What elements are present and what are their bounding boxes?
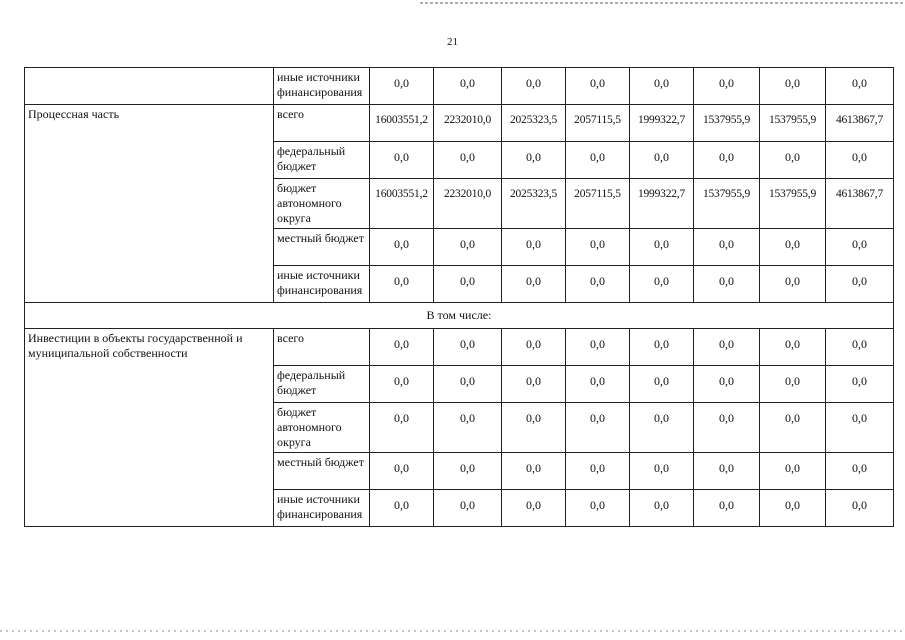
value-cell: 16003551,2: [370, 105, 434, 142]
value-cell: 0,0: [502, 403, 566, 453]
value-cell: 0,0: [694, 68, 760, 105]
funding-table-body: [25, 68, 894, 527]
value-cell: 0,0: [434, 68, 502, 105]
value-cell: 0,0: [826, 329, 894, 366]
value-cell: 0,0: [826, 453, 894, 490]
value-cell: 0,0: [370, 403, 434, 453]
table-row: [25, 329, 894, 366]
value-cell: 0,0: [370, 68, 434, 105]
section-title-first: [25, 68, 274, 105]
scan-artifact-top: [420, 2, 905, 4]
funding-source-cell: федеральный бюджет: [274, 366, 370, 403]
value-cell: 0,0: [760, 403, 826, 453]
value-cell: 0,0: [760, 366, 826, 403]
value-cell: 0,0: [760, 142, 826, 179]
value-cell: 4613867,7: [826, 179, 894, 229]
funding-source-cell: иные источники финансирования: [274, 266, 370, 303]
funding-source-cell: федеральный бюджет: [274, 142, 370, 179]
value-cell: 0,0: [630, 266, 694, 303]
value-cell: 0,0: [370, 453, 434, 490]
value-cell: 16003551,2: [370, 179, 434, 229]
value-cell: 0,0: [502, 490, 566, 527]
value-cell: 0,0: [630, 142, 694, 179]
value-cell: 0,0: [630, 490, 694, 527]
table-row: [25, 105, 894, 142]
value-cell: 2232010,0: [434, 179, 502, 229]
value-cell: 0,0: [566, 142, 630, 179]
value-cell: 0,0: [630, 68, 694, 105]
value-cell: 2057115,5: [566, 105, 630, 142]
value-cell: 1537955,9: [760, 105, 826, 142]
value-cell: 0,0: [694, 229, 760, 266]
value-cell: 1537955,9: [694, 179, 760, 229]
value-cell: 0,0: [434, 142, 502, 179]
value-cell: 0,0: [826, 403, 894, 453]
value-cell: 0,0: [566, 329, 630, 366]
value-cell: 0,0: [826, 229, 894, 266]
subheader-cell: В том числе:: [25, 303, 894, 329]
value-cell: 0,0: [826, 266, 894, 303]
scan-artifact-bottom: [0, 630, 905, 632]
section-title-investments: Инвестиции в объекты государственной и муниципальной собственности: [25, 329, 274, 527]
value-cell: 0,0: [434, 329, 502, 366]
value-cell: 1999322,7: [630, 105, 694, 142]
value-cell: 0,0: [760, 490, 826, 527]
value-cell: 0,0: [694, 490, 760, 527]
value-cell: 0,0: [760, 229, 826, 266]
value-cell: 0,0: [566, 229, 630, 266]
value-cell: 0,0: [566, 403, 630, 453]
value-cell: 0,0: [694, 266, 760, 303]
value-cell: 0,0: [370, 229, 434, 266]
value-cell: 0,0: [760, 68, 826, 105]
value-cell: 0,0: [826, 142, 894, 179]
value-cell: 0,0: [694, 329, 760, 366]
value-cell: 0,0: [566, 490, 630, 527]
funding-source-cell: бюджет автономного округа: [274, 403, 370, 453]
value-cell: 0,0: [694, 366, 760, 403]
value-cell: 0,0: [630, 329, 694, 366]
value-cell: 0,0: [566, 68, 630, 105]
value-cell: 0,0: [502, 366, 566, 403]
value-cell: 0,0: [760, 453, 826, 490]
value-cell: 0,0: [826, 68, 894, 105]
value-cell: 0,0: [370, 266, 434, 303]
value-cell: 0,0: [434, 403, 502, 453]
value-cell: 0,0: [370, 329, 434, 366]
value-cell: 0,0: [434, 453, 502, 490]
value-cell: 0,0: [502, 329, 566, 366]
value-cell: 0,0: [434, 490, 502, 527]
value-cell: 0,0: [826, 366, 894, 403]
value-cell: 0,0: [694, 403, 760, 453]
funding-source-cell: всего: [274, 329, 370, 366]
value-cell: 2025323,5: [502, 105, 566, 142]
value-cell: 1537955,9: [760, 179, 826, 229]
value-cell: 0,0: [370, 366, 434, 403]
funding-source-cell: бюджет автономного округа: [274, 179, 370, 229]
value-cell: 0,0: [630, 229, 694, 266]
funding-source-cell: всего: [274, 105, 370, 142]
value-cell: 2232010,0: [434, 105, 502, 142]
value-cell: 0,0: [826, 490, 894, 527]
value-cell: 2025323,5: [502, 179, 566, 229]
funding-source-cell: местный бюджет: [274, 453, 370, 490]
value-cell: 1999322,7: [630, 179, 694, 229]
value-cell: 0,0: [434, 266, 502, 303]
value-cell: 2057115,5: [566, 179, 630, 229]
value-cell: 0,0: [566, 266, 630, 303]
subheader-row: [25, 303, 894, 329]
value-cell: 0,0: [434, 229, 502, 266]
table-row: [25, 68, 894, 105]
value-cell: 0,0: [502, 266, 566, 303]
value-cell: 0,0: [502, 229, 566, 266]
value-cell: 4613867,7: [826, 105, 894, 142]
funding-source-cell: иные источники финансирования: [274, 490, 370, 527]
value-cell: 0,0: [502, 453, 566, 490]
value-cell: 0,0: [630, 453, 694, 490]
funding-source-cell: местный бюджет: [274, 229, 370, 266]
value-cell: 0,0: [566, 366, 630, 403]
page-number: 21: [447, 36, 458, 48]
funding-source-cell: иные источники финансирования: [274, 68, 370, 105]
value-cell: 0,0: [630, 366, 694, 403]
value-cell: 0,0: [566, 453, 630, 490]
value-cell: 0,0: [370, 142, 434, 179]
value-cell: 0,0: [694, 142, 760, 179]
value-cell: 0,0: [502, 68, 566, 105]
value-cell: 0,0: [694, 453, 760, 490]
value-cell: 0,0: [370, 490, 434, 527]
value-cell: 0,0: [760, 266, 826, 303]
value-cell: 0,0: [630, 403, 694, 453]
value-cell: 1537955,9: [694, 105, 760, 142]
value-cell: 0,0: [760, 329, 826, 366]
value-cell: 0,0: [434, 366, 502, 403]
value-cell: 0,0: [502, 142, 566, 179]
funding-table: [24, 67, 894, 527]
section-title-process: Процессная часть: [25, 105, 274, 303]
